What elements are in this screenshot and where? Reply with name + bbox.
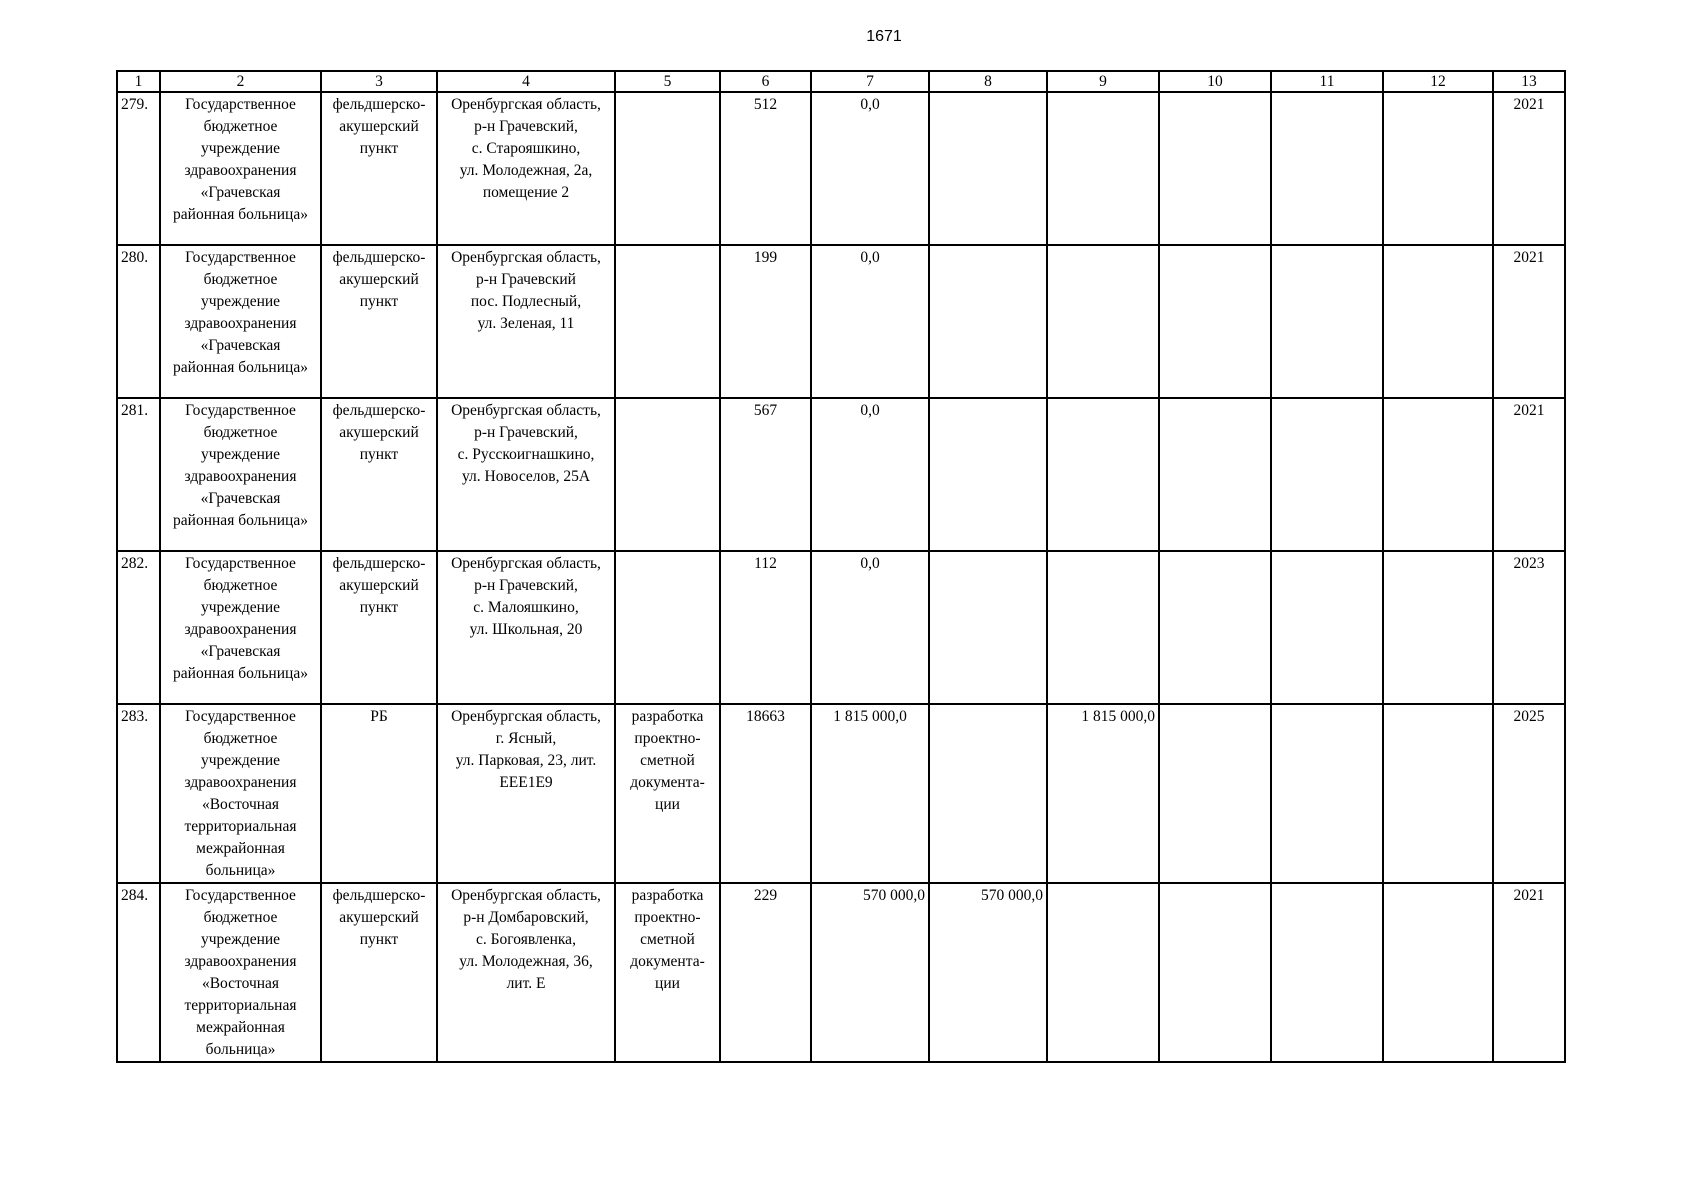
amount-col9-cell xyxy=(1047,245,1159,398)
amount-col10-cell xyxy=(1159,398,1271,551)
column-number: 12 xyxy=(1383,71,1493,92)
amount-col11-cell xyxy=(1271,883,1383,1062)
organization-cell: Государственное бюджетное учреждение здравоохранения «Грачевская районная больница» xyxy=(160,398,321,551)
amount-col8-cell xyxy=(929,92,1047,245)
column-number: 7 xyxy=(811,71,929,92)
row-number: 281. xyxy=(117,398,160,551)
area-cell: 199 xyxy=(720,245,811,398)
work-type-cell: разработка проектно- сметной документа- ции xyxy=(615,704,720,883)
address-cell: Оренбургская область, р-н Грачевский, с. Старояшкино, ул. Молодежная, 2а, помещение 2 xyxy=(437,92,615,245)
amount-col11-cell xyxy=(1271,398,1383,551)
column-number: 4 xyxy=(437,71,615,92)
year-cell: 2021 xyxy=(1493,245,1565,398)
table-row xyxy=(117,551,1565,704)
column-number: 9 xyxy=(1047,71,1159,92)
row-number: 279. xyxy=(117,92,160,245)
work-type-cell: разработка проектно- сметной документа- ции xyxy=(615,883,720,1062)
amount-col11-cell xyxy=(1271,245,1383,398)
amount-total-cell: 0,0 xyxy=(811,92,929,245)
amount-col11-cell xyxy=(1271,551,1383,704)
amount-col9-cell xyxy=(1047,398,1159,551)
column-number: 3 xyxy=(321,71,437,92)
amount-col12-cell xyxy=(1383,398,1493,551)
table-row xyxy=(117,245,1565,398)
amount-total-cell: 570 000,0 xyxy=(811,883,929,1062)
column-number: 5 xyxy=(615,71,720,92)
amount-col8-cell xyxy=(929,398,1047,551)
amount-col10-cell xyxy=(1159,883,1271,1062)
amount-col10-cell xyxy=(1159,704,1271,883)
amount-col8-cell xyxy=(929,245,1047,398)
area-cell: 18663 xyxy=(720,704,811,883)
amount-col11-cell xyxy=(1271,92,1383,245)
table-row xyxy=(117,883,1565,1062)
facility-type-cell: фельдшерско- акушерский пункт xyxy=(321,245,437,398)
area-cell: 567 xyxy=(720,398,811,551)
column-number: 10 xyxy=(1159,71,1271,92)
address-cell: Оренбургская область, р-н Грачевский, с. Малояшкино, ул. Школьная, 20 xyxy=(437,551,615,704)
year-cell: 2021 xyxy=(1493,398,1565,551)
column-number-row xyxy=(117,71,1565,92)
year-cell: 2021 xyxy=(1493,883,1565,1062)
organization-cell: Государственное бюджетное учреждение здравоохранения «Восточная территориальная межрайонная больница» xyxy=(160,883,321,1062)
amount-col8-cell: 570 000,0 xyxy=(929,883,1047,1062)
facility-type-cell: РБ xyxy=(321,704,437,883)
work-type-cell xyxy=(615,92,720,245)
work-type-cell xyxy=(615,245,720,398)
row-number: 282. xyxy=(117,551,160,704)
amount-col9-cell xyxy=(1047,883,1159,1062)
amount-col12-cell xyxy=(1383,883,1493,1062)
amount-col12-cell xyxy=(1383,92,1493,245)
amount-col12-cell xyxy=(1383,704,1493,883)
address-cell: Оренбургская область, р-н Грачевский, с. Русскоигнашкино, ул. Новоселов, 25А xyxy=(437,398,615,551)
amount-col8-cell xyxy=(929,551,1047,704)
amount-col9-cell: 1 815 000,0 xyxy=(1047,704,1159,883)
facility-type-cell: фельдшерско- акушерский пункт xyxy=(321,883,437,1062)
facility-type-cell: фельдшерско- акушерский пункт xyxy=(321,551,437,704)
year-cell: 2023 xyxy=(1493,551,1565,704)
address-cell: Оренбургская область, р-н Домбаровский, с. Богоявленка, ул. Молодежная, 36, лит. Е xyxy=(437,883,615,1062)
amount-col9-cell xyxy=(1047,551,1159,704)
table-row xyxy=(117,398,1565,551)
area-cell: 112 xyxy=(720,551,811,704)
amount-col12-cell xyxy=(1383,551,1493,704)
work-type-cell xyxy=(615,398,720,551)
amount-col10-cell xyxy=(1159,245,1271,398)
amount-total-cell: 1 815 000,0 xyxy=(811,704,929,883)
area-cell: 512 xyxy=(720,92,811,245)
amount-col12-cell xyxy=(1383,245,1493,398)
amount-col10-cell xyxy=(1159,92,1271,245)
column-number: 1 xyxy=(117,71,160,92)
page-number: 1671 xyxy=(866,28,902,45)
column-number: 8 xyxy=(929,71,1047,92)
amount-total-cell: 0,0 xyxy=(811,551,929,704)
table-row xyxy=(117,704,1565,883)
column-number: 2 xyxy=(160,71,321,92)
organization-cell: Государственное бюджетное учреждение здравоохранения «Грачевская районная больница» xyxy=(160,245,321,398)
facility-type-cell: фельдшерско- акушерский пункт xyxy=(321,92,437,245)
organization-cell: Государственное бюджетное учреждение здравоохранения «Грачевская районная больница» xyxy=(160,92,321,245)
area-cell: 229 xyxy=(720,883,811,1062)
year-cell: 2025 xyxy=(1493,704,1565,883)
registry-table xyxy=(116,70,1566,1063)
row-number: 283. xyxy=(117,704,160,883)
amount-col11-cell xyxy=(1271,704,1383,883)
amount-total-cell: 0,0 xyxy=(811,398,929,551)
amount-col9-cell xyxy=(1047,92,1159,245)
work-type-cell xyxy=(615,551,720,704)
row-number: 280. xyxy=(117,245,160,398)
table-row xyxy=(117,92,1565,245)
column-number: 13 xyxy=(1493,71,1565,92)
facility-type-cell: фельдшерско- акушерский пункт xyxy=(321,398,437,551)
address-cell: Оренбургская область, р-н Грачевский пос. Подлесный, ул. Зеленая, 11 xyxy=(437,245,615,398)
amount-total-cell: 0,0 xyxy=(811,245,929,398)
amount-col10-cell xyxy=(1159,551,1271,704)
column-number: 11 xyxy=(1271,71,1383,92)
organization-cell: Государственное бюджетное учреждение здравоохранения «Грачевская районная больница» xyxy=(160,551,321,704)
organization-cell: Государственное бюджетное учреждение здравоохранения «Восточная территориальная межрайонная больница» xyxy=(160,704,321,883)
address-cell: Оренбургская область, г. Ясный, ул. Парковая, 23, лит. ЕЕЕ1Е9 xyxy=(437,704,615,883)
row-number: 284. xyxy=(117,883,160,1062)
column-number: 6 xyxy=(720,71,811,92)
year-cell: 2021 xyxy=(1493,92,1565,245)
amount-col8-cell xyxy=(929,704,1047,883)
